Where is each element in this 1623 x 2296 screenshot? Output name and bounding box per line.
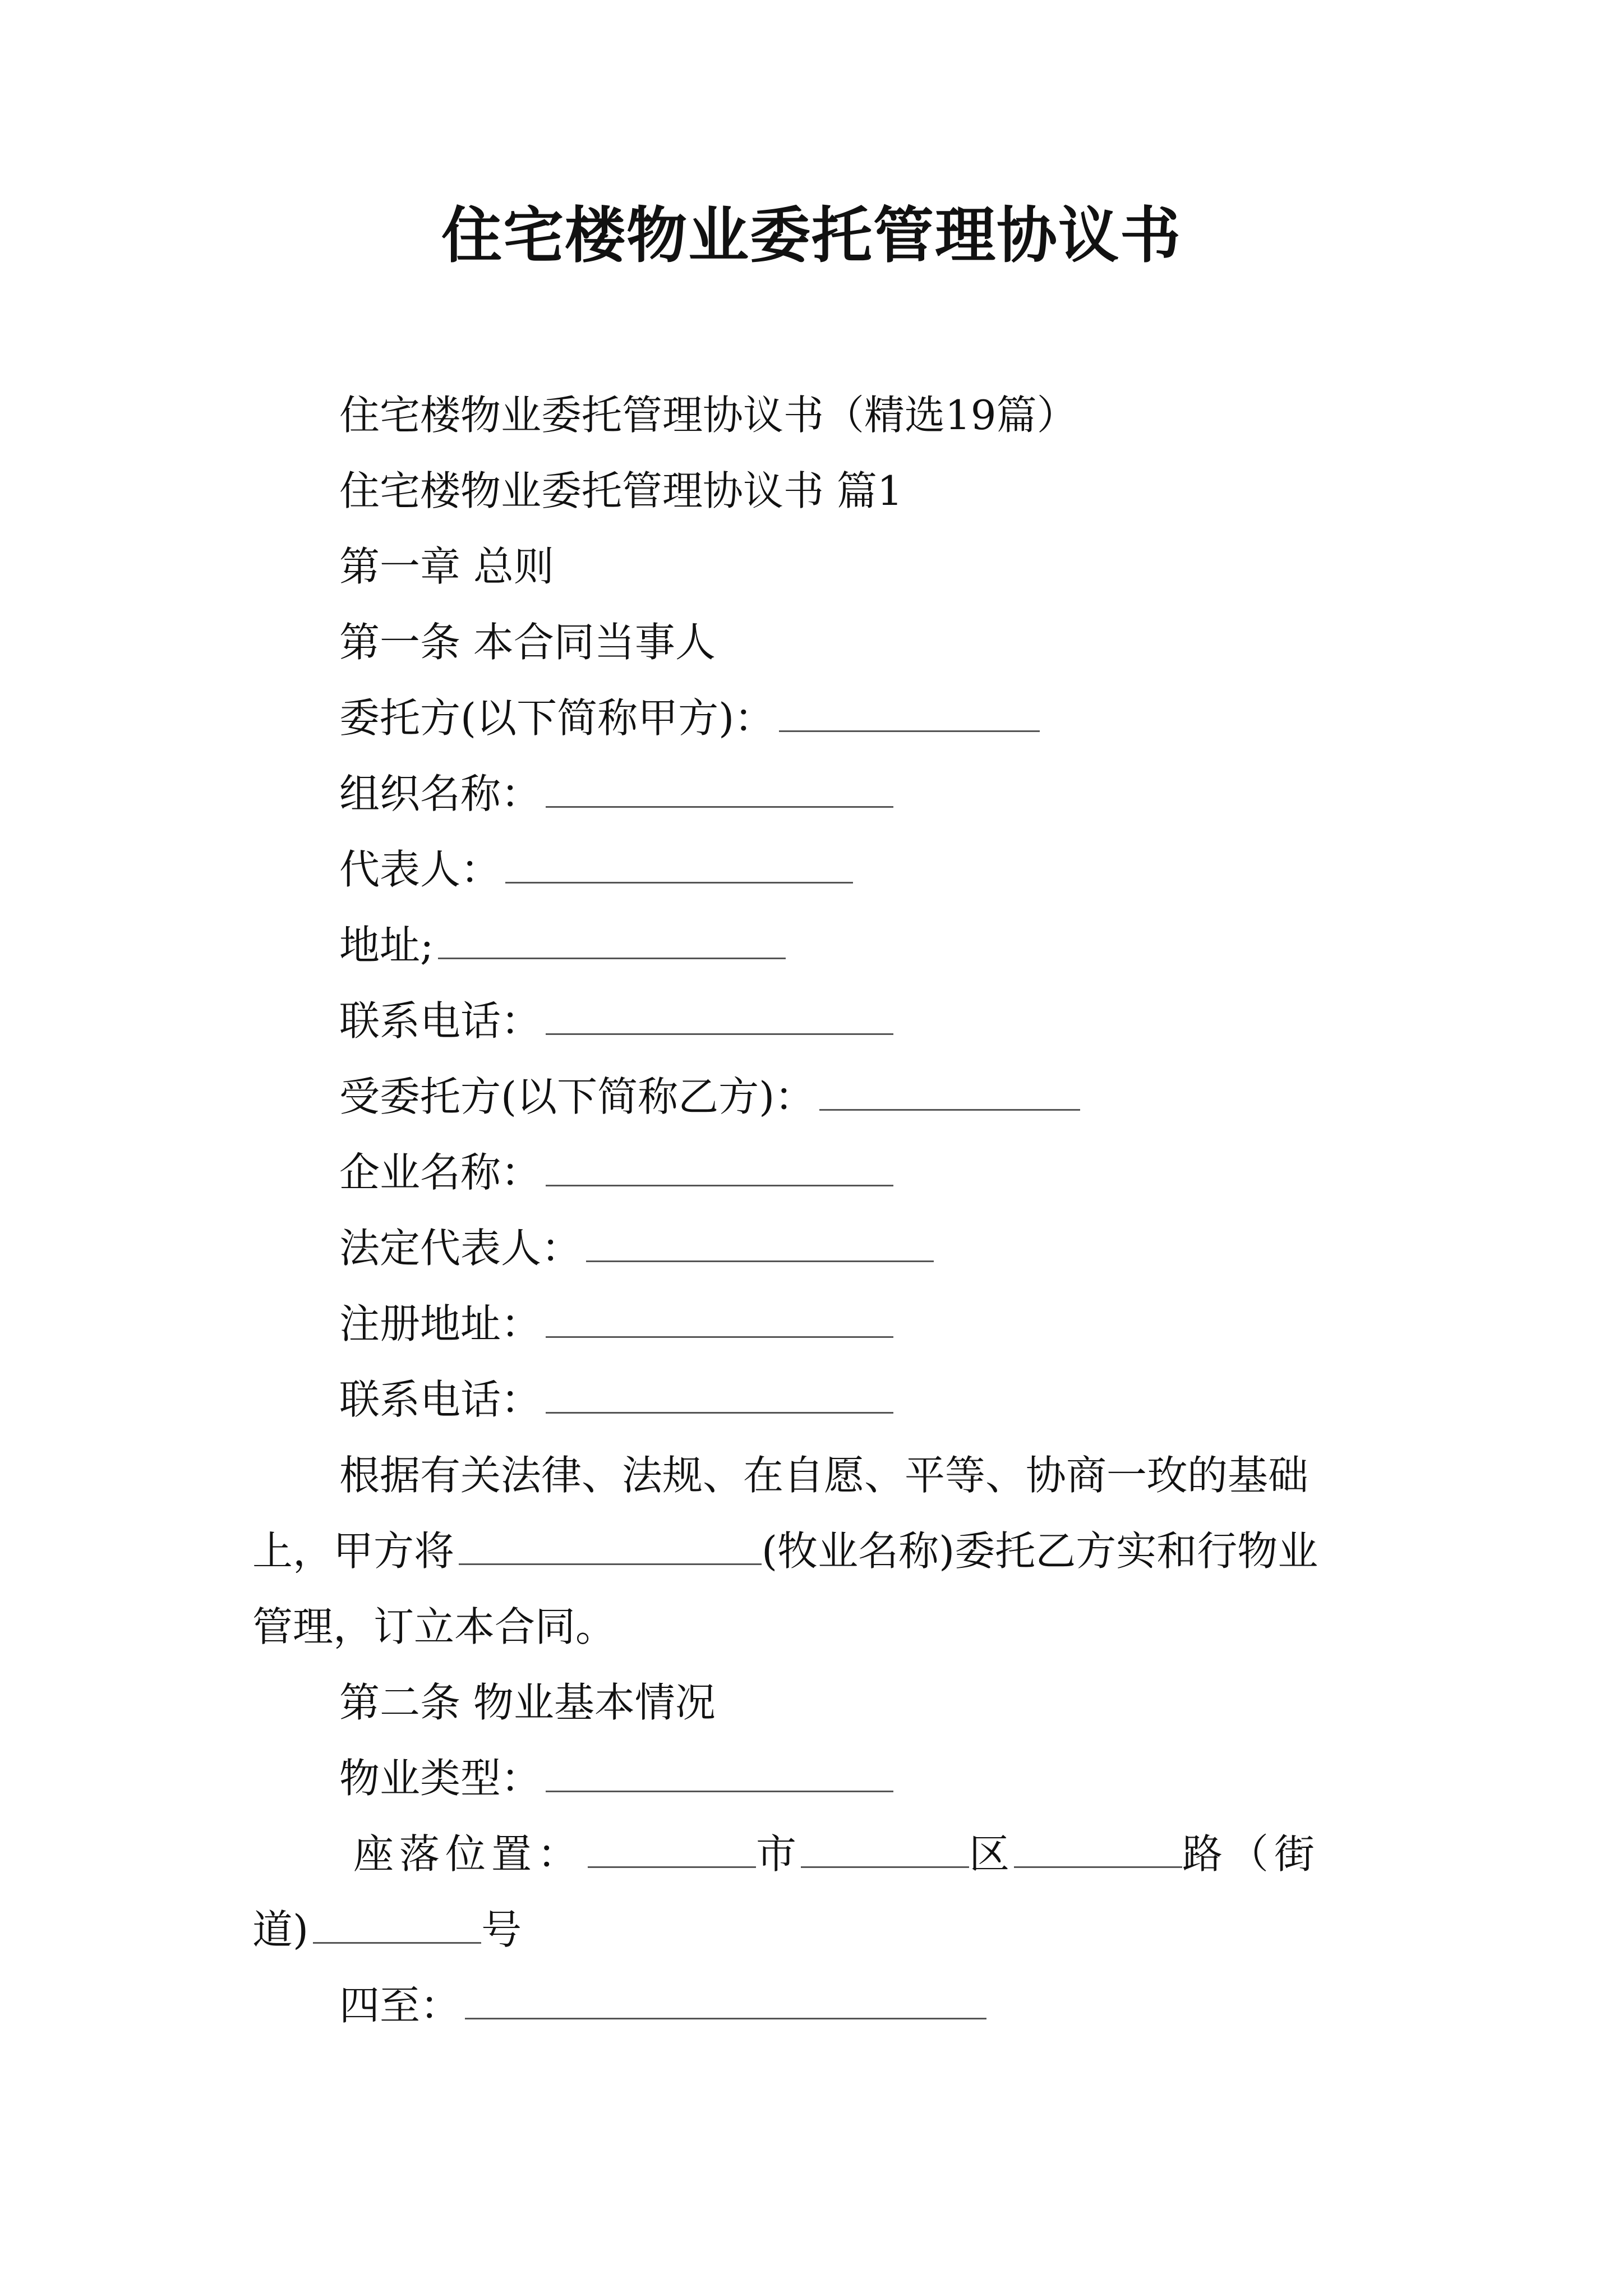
property-name-blank [459,1532,762,1565]
legal-rep-label: 法定代表人： [339,1225,582,1272]
property-type-line [339,1750,1405,1806]
address-label: 地址; [339,922,434,969]
phone-a-line [339,993,1405,1049]
reg-address-blank [546,1305,893,1338]
phone-b-blank [546,1381,893,1414]
party-b-label: 受委托方(以下简称乙方)： [339,1073,815,1120]
company-line [339,1144,1405,1200]
rep-line [339,841,1405,898]
address-blank [438,926,786,959]
road-blank [1014,1835,1182,1868]
article-heading: 住宅楼物业委托管理协议书 篇1 [339,467,903,514]
party-a-blank [779,699,1040,732]
chapter-heading: 第一章 总则 [339,543,554,590]
legal-rep-blank [586,1229,934,1262]
phone-a-label: 联系电话： [339,997,542,1045]
boundaries-label: 四至： [339,1982,461,2029]
legal-rep-line [339,1220,1405,1276]
road-label: 路（街 [1182,1830,1321,1878]
property-type-blank [546,1759,893,1792]
street-label: 道) [252,1906,309,1953]
intro-line-2-start: 上，甲方将 [252,1527,455,1575]
rep-blank [505,850,853,884]
company-blank [546,1153,893,1186]
phone-a-blank [546,1002,893,1035]
subtitle: 住宅楼物业委托管理协议书（精选19篇） [339,392,1077,439]
reg-address-label: 注册地址： [339,1300,542,1347]
org-name-blank [546,775,893,808]
party-b-line [339,1069,1405,1125]
org-name-label: 组织名称： [339,770,542,817]
location-label: 座落位置： [353,1830,584,1878]
reg-address-line [339,1296,1405,1352]
party-a-line [339,690,1405,746]
location-line-2 [252,1902,1318,1958]
number-blank [313,1911,481,1944]
intro-line-2-end: (牧业名称)委托乙方实和行物业 [762,1527,1318,1575]
district-label: 区 [969,1830,1010,1878]
boundaries-line [339,1977,1405,2033]
phone-b-label: 联系电话： [339,1376,542,1423]
party-b-blank [819,1078,1080,1111]
intro-line-1: 根据有关法律、法规、在自愿、平等、协商一玫的基础 [339,1452,1309,1499]
city-label: 市 [756,1830,797,1878]
party-a-label: 委托方(以下简称甲方)： [339,694,775,742]
phone-b-line [339,1372,1405,1428]
intro-line-3: 管理，订立本合同。 [252,1603,616,1650]
clause-2-heading: 第二条 物业基本情况 [339,1679,716,1726]
district-blank [801,1835,969,1868]
location-line [353,1826,1419,1882]
property-type-label: 物业类型： [339,1755,542,1802]
address-line [339,917,1405,973]
number-label: 号 [481,1906,522,1953]
document-title: 住宅楼物业委托管理协议书 [441,200,1182,271]
boundaries-blank [465,1986,986,2019]
clause-heading: 第一条 本合同当事人 [339,619,716,666]
city-blank [588,1835,756,1868]
intro-line-2 [252,1523,1318,1579]
rep-label: 代表人： [339,846,501,893]
company-label: 企业名称： [339,1149,542,1196]
org-name-line [339,766,1405,822]
